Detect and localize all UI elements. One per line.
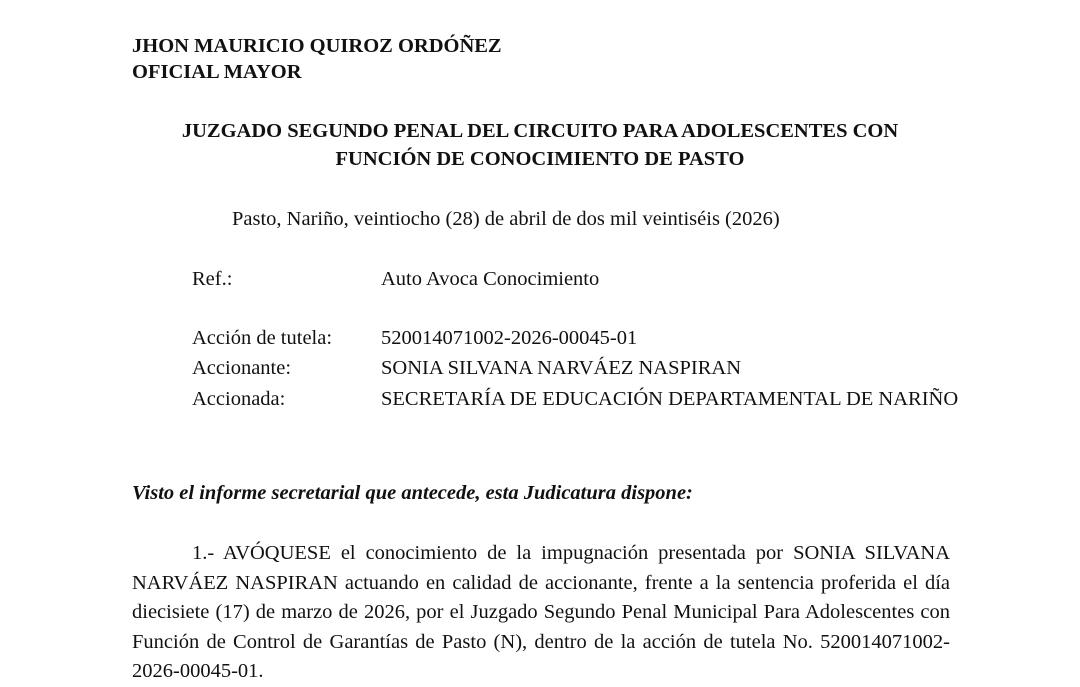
reference-label: Ref.:	[192, 268, 233, 290]
field-value-accion-tutela: 520014071002-2026-00045-01	[381, 327, 638, 349]
date-line: Pasto, Nariño, veintiocho (28) de abril de dos mil veintiséis (2026)	[232, 208, 780, 230]
field-label-accionante: Accionante:	[192, 357, 292, 379]
court-heading	[100, 117, 980, 173]
field-label-accion-tutela: Acción de tutela:	[192, 327, 333, 349]
court-heading-line1: JUZGADO SEGUNDO PENAL DEL CIRCUITO PARA ADOLESCENTES CON	[181, 120, 899, 142]
field-label-accionada: Accionada:	[192, 388, 286, 410]
court-heading-line2: FUNCIÓN DE CONOCIMIENTO DE PASTO	[335, 148, 745, 170]
paragraph-1: 1.- AVÓQUESE el conocimiento de la impugnación presentada por SONIA SILVANA NARVÁEZ NASPIRAN actuando en calidad de accionante, frente a la sentencia proferida el día diecisiete (17) de marzo de 2026, por el Juzgado Segundo Penal Municipal Para Adolescentes con Función de Control de Garantías de Pasto (N), dentro de la acción de tutela No. 520014071002-2026-00045-01.	[132, 542, 950, 682]
signer-block	[132, 33, 502, 85]
intro-statement: Visto el informe secretarial que antecede, esta Judicatura dispone:	[132, 482, 693, 504]
field-value-accionante: SONIA SILVANA NARVÁEZ NASPIRAN	[381, 357, 742, 379]
field-value-accionada: SECRETARÍA DE EDUCACIÓN DEPARTAMENTAL DE NARIÑO	[381, 388, 959, 410]
signer-name: JHON MAURICIO QUIROZ ORDÓÑEZ	[132, 35, 502, 57]
signer-title: OFICIAL MAYOR	[132, 61, 302, 83]
handwritten-signature	[150, 0, 450, 20]
reference-value: Auto Avoca Conocimiento	[381, 268, 600, 290]
